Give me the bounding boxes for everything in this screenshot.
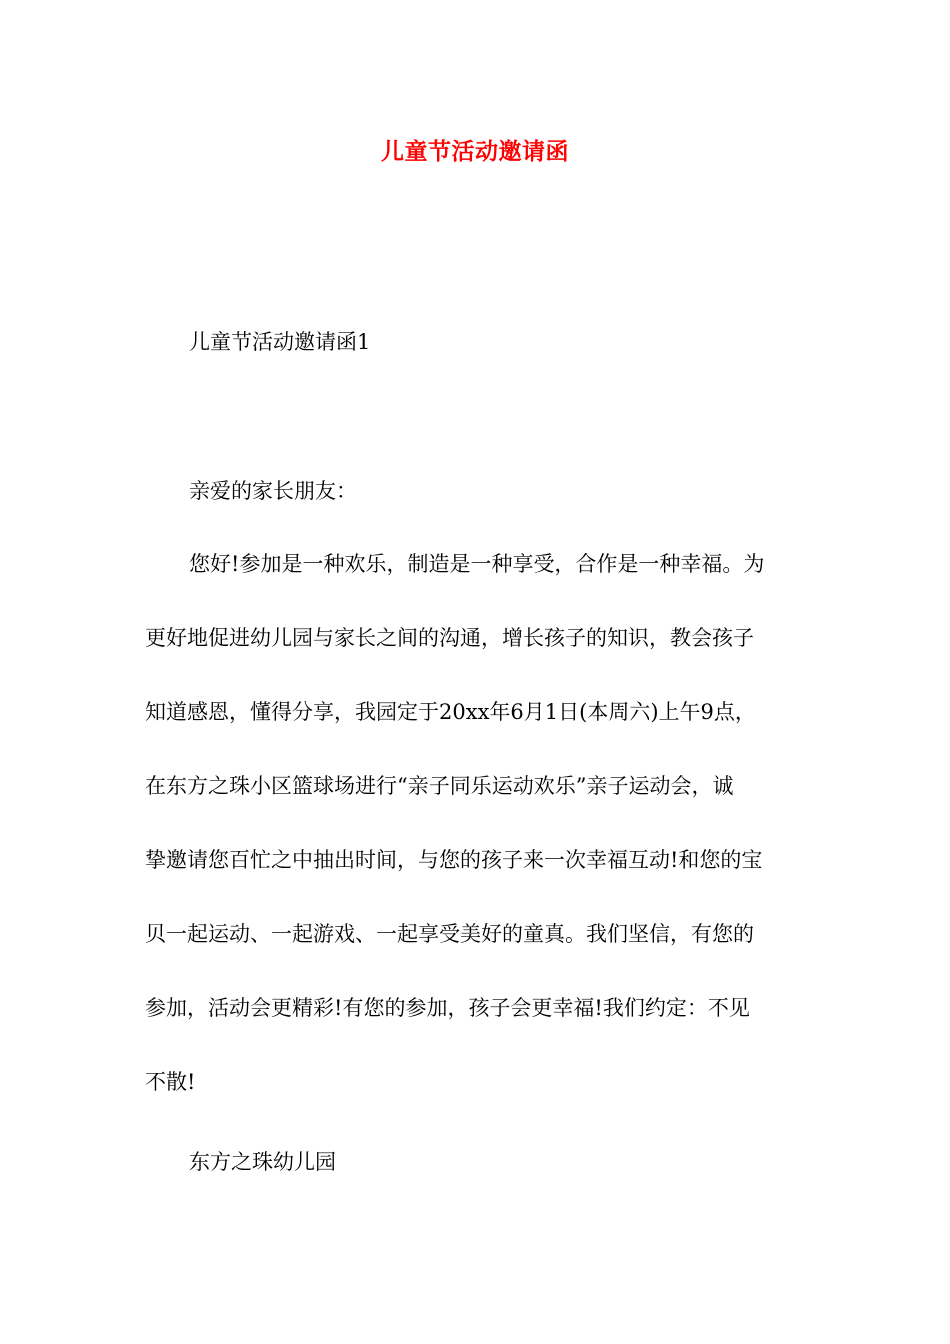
signature: 东方之珠幼儿园 <box>189 1150 336 1174</box>
body-line: 挚邀请您百忙之中抽出时间，与您的孩子来一次幸福互动!和您的宝 <box>145 848 763 872</box>
salutation: 亲爱的家长朋友： <box>189 479 357 503</box>
body-line: 在东方之珠小区篮球场进行“亲子同乐运动欢乐”亲子运动会，诚 <box>145 774 734 798</box>
body-line: 贝一起运动、一起游戏、一起享受美好的童真。我们坚信，有您的 <box>145 922 754 946</box>
body-line: 您好!参加是一种欢乐，制造是一种享受，合作是一种幸福。为 <box>189 552 765 576</box>
body-line: 更好地促进幼儿园与家长之间的沟通，增长孩子的知识，教会孩子 <box>145 626 754 650</box>
body-line: 知道感恩，懂得分享，我园定于20xx年6月1日(本周六)上午9点， <box>145 700 756 724</box>
body-line: 不散! <box>145 1070 196 1094</box>
document-title: 儿童节活动邀请函 <box>381 139 569 165</box>
body-line: 参加，活动会更精彩!有您的参加，孩子会更幸福!我们约定：不见 <box>145 996 750 1020</box>
section-heading: 儿童节活动邀请函1 <box>189 330 371 354</box>
